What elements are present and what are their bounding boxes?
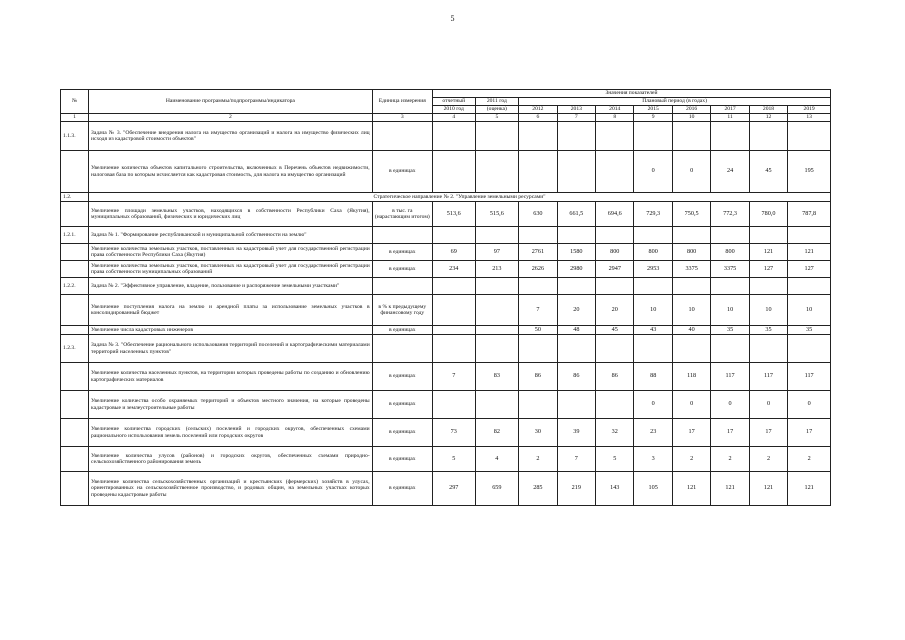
- row-name: Увеличение количества сельскохозяйственных организаций и крестьянских (фермерских) хозяйств в улусах, ориентированных на сельскохозяйственное производство, и родовых общин, на земельных участках которых проведены кадастровые работы: [89, 472, 373, 506]
- row-value: 5: [596, 447, 634, 472]
- row-value: 0: [711, 391, 749, 419]
- row-value: [596, 227, 634, 244]
- row-name: Задача № 1. "Формирование республиканской и муниципальной собственности на землю": [89, 227, 373, 244]
- header-reported: отчетный: [432, 98, 475, 106]
- row-value: 0: [788, 391, 831, 419]
- row-value: 121: [672, 472, 710, 506]
- row-value: 121: [788, 244, 831, 261]
- row-value: [519, 391, 557, 419]
- row-value: 2953: [634, 261, 672, 278]
- row-value: 2: [788, 447, 831, 472]
- row-value: [432, 295, 475, 326]
- col-number: 1: [61, 114, 89, 122]
- row-unit: в единицах: [372, 244, 432, 261]
- row-value: 0: [672, 151, 710, 193]
- row-value: 105: [634, 472, 672, 506]
- row-value: 10: [749, 295, 787, 326]
- row-value: [596, 122, 634, 151]
- row-value: [432, 278, 475, 295]
- indicators-table: [60, 89, 831, 506]
- row-value: [634, 122, 672, 151]
- row-value: 43: [634, 326, 672, 335]
- row-value: 86: [519, 363, 557, 391]
- table-row: [61, 227, 831, 244]
- header-indicator-values: Значения показателей: [432, 90, 830, 98]
- header-reported-year: 2010 год: [432, 106, 475, 114]
- row-code: [61, 151, 89, 193]
- col-number: 5: [475, 114, 519, 122]
- row-value: 7: [432, 363, 475, 391]
- row-value: 800: [634, 244, 672, 261]
- row-name: Задача № 3. "Обеспечение внедрения налога на имущество организаций и налога на имущество физических лиц исходя из кадастровой стоимости объектов": [89, 122, 373, 151]
- table-header: [61, 90, 831, 122]
- row-name: Увеличение поступления налога на землю и арендной платы за использование земельных участков в консолидированный бюджет: [89, 295, 373, 326]
- header-year: 2018: [749, 106, 787, 114]
- row-name: Увеличение количества населенных пунктов, на территории которых проведены работы по созданию и обновлению картографических материалов: [89, 363, 373, 391]
- row-value: 7: [519, 295, 557, 326]
- col-number: 12: [749, 114, 787, 122]
- row-value: [596, 391, 634, 419]
- row-value: [519, 122, 557, 151]
- row-unit: в тыс. га (нарастающим итогом): [372, 202, 432, 227]
- row-value: 45: [596, 326, 634, 335]
- row-value: 127: [788, 261, 831, 278]
- row-value: 234: [432, 261, 475, 278]
- table-row: [61, 447, 831, 472]
- row-unit: в единицах: [372, 472, 432, 506]
- row-value: [634, 227, 672, 244]
- header-year: 2019: [788, 106, 831, 114]
- table-row: [61, 335, 831, 363]
- table-row: [61, 202, 831, 227]
- header-year: 2017: [711, 106, 749, 114]
- row-value: 40: [672, 326, 710, 335]
- row-value: 2: [711, 447, 749, 472]
- row-value: 17: [788, 419, 831, 447]
- row-value: [596, 151, 634, 193]
- row-value: 39: [557, 419, 595, 447]
- row-value: 729,3: [634, 202, 672, 227]
- row-value: [596, 335, 634, 363]
- row-value: 86: [596, 363, 634, 391]
- row-value: 3375: [672, 261, 710, 278]
- row-value: 20: [557, 295, 595, 326]
- row-value: 4: [475, 447, 519, 472]
- row-unit: [372, 335, 432, 363]
- row-value: 2: [749, 447, 787, 472]
- header-year: 2014: [596, 106, 634, 114]
- row-value: 694,6: [596, 202, 634, 227]
- row-value: 82: [475, 419, 519, 447]
- row-value: 88: [634, 363, 672, 391]
- row-value: 285: [519, 472, 557, 506]
- row-value: 213: [475, 261, 519, 278]
- row-value: 117: [711, 363, 749, 391]
- row-value: 3375: [711, 261, 749, 278]
- row-value: [749, 278, 787, 295]
- row-value: 17: [749, 419, 787, 447]
- row-value: [557, 151, 595, 193]
- row-value: 800: [711, 244, 749, 261]
- row-value: 118: [672, 363, 710, 391]
- table-body: [61, 122, 831, 506]
- table-row: [61, 151, 831, 193]
- row-value: 24: [711, 151, 749, 193]
- header-col-name: Наименование программы/подпрограммы/индикатора: [89, 90, 373, 114]
- row-value: 127: [749, 261, 787, 278]
- row-value: 659: [475, 472, 519, 506]
- table-row: [61, 122, 831, 151]
- row-name: Задача № 2. "Эффективное управление, владение, пользование и распоряжение земельными участками": [89, 278, 373, 295]
- row-value: 7: [557, 447, 595, 472]
- header-col-no: №: [61, 90, 89, 114]
- col-number: 7: [557, 114, 595, 122]
- row-value: [557, 122, 595, 151]
- row-value: 121: [749, 472, 787, 506]
- row-unit: [372, 227, 432, 244]
- row-value: 83: [475, 363, 519, 391]
- row-name: Увеличение площади земельных участков, находящихся в собственности Республики Саха (Якутия), муниципальных образований, физических и юридических лиц: [89, 202, 373, 227]
- row-value: 32: [596, 419, 634, 447]
- row-value: 0: [634, 151, 672, 193]
- table-row: [61, 419, 831, 447]
- row-code: [61, 326, 89, 335]
- section-title: Стратегическое направление № 2. "Управление земельными ресурсами": [89, 193, 831, 202]
- row-value: 121: [788, 472, 831, 506]
- header-estimate-sub: (оценка): [475, 106, 519, 114]
- row-value: [432, 227, 475, 244]
- row-value: 1580: [557, 244, 595, 261]
- row-unit: в единицах: [372, 447, 432, 472]
- row-value: [749, 335, 787, 363]
- row-value: 297: [432, 472, 475, 506]
- row-unit: в единицах: [372, 261, 432, 278]
- row-name: Увеличение числа кадастровых инженеров: [89, 326, 373, 335]
- row-value: [672, 227, 710, 244]
- col-number: 8: [596, 114, 634, 122]
- row-value: 10: [788, 295, 831, 326]
- row-value: [519, 227, 557, 244]
- row-value: 10: [634, 295, 672, 326]
- row-value: 0: [634, 391, 672, 419]
- row-unit: в единицах: [372, 419, 432, 447]
- row-value: [475, 122, 519, 151]
- col-number: 4: [432, 114, 475, 122]
- col-number: 3: [372, 114, 432, 122]
- row-value: [475, 278, 519, 295]
- row-value: 800: [672, 244, 710, 261]
- row-value: [788, 278, 831, 295]
- header-year: 2013: [557, 106, 595, 114]
- row-value: [634, 335, 672, 363]
- col-number: 9: [634, 114, 672, 122]
- row-value: 2: [519, 447, 557, 472]
- row-value: 45: [749, 151, 787, 193]
- row-value: 35: [711, 326, 749, 335]
- row-code: [61, 244, 89, 261]
- row-value: 17: [711, 419, 749, 447]
- header-estimate: 2011 год: [475, 98, 519, 106]
- row-value: [475, 227, 519, 244]
- row-value: 2947: [596, 261, 634, 278]
- row-unit: в единицах: [372, 326, 432, 335]
- row-value: [788, 335, 831, 363]
- row-code: [61, 363, 89, 391]
- row-value: 772,3: [711, 202, 749, 227]
- col-number: 13: [788, 114, 831, 122]
- row-value: 0: [672, 391, 710, 419]
- header-col-unit: Единица измерения: [372, 90, 432, 114]
- row-value: 513,6: [432, 202, 475, 227]
- row-code: [61, 419, 89, 447]
- row-value: [672, 335, 710, 363]
- col-number: 6: [519, 114, 557, 122]
- row-value: 73: [432, 419, 475, 447]
- row-code: [61, 261, 89, 278]
- row-value: [711, 122, 749, 151]
- row-value: [596, 278, 634, 295]
- row-name: Увеличение количества улусов (районов) и городских округов, обеспеченных схемами природно-сельскохозяйственного районирования земель: [89, 447, 373, 472]
- row-value: [432, 335, 475, 363]
- row-value: 17: [672, 419, 710, 447]
- row-code: [61, 447, 89, 472]
- header-year: 2016: [672, 106, 710, 114]
- col-number: 10: [672, 114, 710, 122]
- row-value: [749, 227, 787, 244]
- col-number: 11: [711, 114, 749, 122]
- row-value: [557, 335, 595, 363]
- row-value: [557, 227, 595, 244]
- row-value: 800: [596, 244, 634, 261]
- row-code: [61, 472, 89, 506]
- table-row: [61, 278, 831, 295]
- row-value: 0: [749, 391, 787, 419]
- row-code: [61, 295, 89, 326]
- header-plan-period: Плановый период (в годах): [519, 98, 831, 106]
- row-value: 2761: [519, 244, 557, 261]
- row-value: [672, 278, 710, 295]
- row-value: [711, 335, 749, 363]
- row-value: 5: [432, 447, 475, 472]
- row-value: 117: [788, 363, 831, 391]
- table-row: [61, 295, 831, 326]
- row-value: [634, 278, 672, 295]
- table-row: [61, 244, 831, 261]
- row-value: [432, 391, 475, 419]
- row-value: [519, 335, 557, 363]
- row-code: 1.2.2.: [61, 278, 89, 295]
- row-name: Задача № 3. "Обеспечение рационального использования территорий поселений и картографическими материалами территорий населенных пунктов": [89, 335, 373, 363]
- row-value: [475, 335, 519, 363]
- row-unit: в единицах: [372, 151, 432, 193]
- row-value: [519, 278, 557, 295]
- row-value: 69: [432, 244, 475, 261]
- row-name: Увеличение количества земельных участков, поставленных на кадастровый учет для государственной регистрации права собственности Республики Саха (Якутия): [89, 244, 373, 261]
- row-value: [432, 122, 475, 151]
- row-value: 750,5: [672, 202, 710, 227]
- row-value: 121: [711, 472, 749, 506]
- page-number: 5: [450, 14, 455, 23]
- row-value: 121: [749, 244, 787, 261]
- row-value: 35: [788, 326, 831, 335]
- table-row: [61, 472, 831, 506]
- row-value: [432, 326, 475, 335]
- row-value: 780,0: [749, 202, 787, 227]
- row-unit: в единицах: [372, 391, 432, 419]
- row-value: 2626: [519, 261, 557, 278]
- row-value: 23: [634, 419, 672, 447]
- table-row: [61, 391, 831, 419]
- row-value: 117: [749, 363, 787, 391]
- row-value: 3: [634, 447, 672, 472]
- row-value: 219: [557, 472, 595, 506]
- row-value: 48: [557, 326, 595, 335]
- row-value: 86: [557, 363, 595, 391]
- row-value: [711, 227, 749, 244]
- row-value: [672, 122, 710, 151]
- row-unit: [372, 122, 432, 151]
- row-unit: в % к предыдущему финансовому году: [372, 295, 432, 326]
- row-name: Увеличение количества объектов капитального строительства, включенных в Перечень объектов недвижимости, налоговая база по которым исчисляется как кадастровая стоимость, для налога на имущество организаций: [89, 151, 373, 193]
- row-value: [519, 151, 557, 193]
- row-unit: в единицах: [372, 363, 432, 391]
- row-value: [711, 278, 749, 295]
- row-code: 1.2.: [61, 193, 89, 202]
- row-value: [557, 278, 595, 295]
- row-value: 143: [596, 472, 634, 506]
- row-value: 97: [475, 244, 519, 261]
- table-row: [61, 261, 831, 278]
- row-value: 661,5: [557, 202, 595, 227]
- row-value: 20: [596, 295, 634, 326]
- row-value: 2: [672, 447, 710, 472]
- row-value: 787,8: [788, 202, 831, 227]
- row-unit: [372, 278, 432, 295]
- row-value: 10: [711, 295, 749, 326]
- row-code: [61, 202, 89, 227]
- row-name: Увеличение количества земельных участков, поставленных на кадастровый учет для государственной регистрации права собственности муниципальных образований: [89, 261, 373, 278]
- table-row: [61, 326, 831, 335]
- header-year: 2012: [519, 106, 557, 114]
- row-value: 50: [519, 326, 557, 335]
- row-code: 1.2.3.: [61, 335, 89, 363]
- row-value: 35: [749, 326, 787, 335]
- row-value: [432, 151, 475, 193]
- col-number: 2: [89, 114, 373, 122]
- row-value: [749, 122, 787, 151]
- row-value: [557, 391, 595, 419]
- row-value: [788, 227, 831, 244]
- row-code: [61, 391, 89, 419]
- row-value: 10: [672, 295, 710, 326]
- table-row: [61, 363, 831, 391]
- row-value: 2980: [557, 261, 595, 278]
- row-code: 1.1.3.: [61, 122, 89, 151]
- row-value: 630: [519, 202, 557, 227]
- row-value: [788, 122, 831, 151]
- row-code: 1.2.1.: [61, 227, 89, 244]
- row-value: [475, 295, 519, 326]
- row-value: [475, 326, 519, 335]
- row-value: [475, 391, 519, 419]
- row-value: 195: [788, 151, 831, 193]
- row-value: 30: [519, 419, 557, 447]
- row-name: Увеличение количества особо охраняемых территорий и объектов местного значения, на которые проведены кадастровые и землеустроительные работы: [89, 391, 373, 419]
- header-year: 2015: [634, 106, 672, 114]
- row-value: 515,6: [475, 202, 519, 227]
- row-name: Увеличение количества городских (сельских) поселений и городских округов, обеспеченных схемами рационального использования земель поселений или городских округов: [89, 419, 373, 447]
- row-value: [475, 151, 519, 193]
- section-row: [61, 193, 831, 202]
